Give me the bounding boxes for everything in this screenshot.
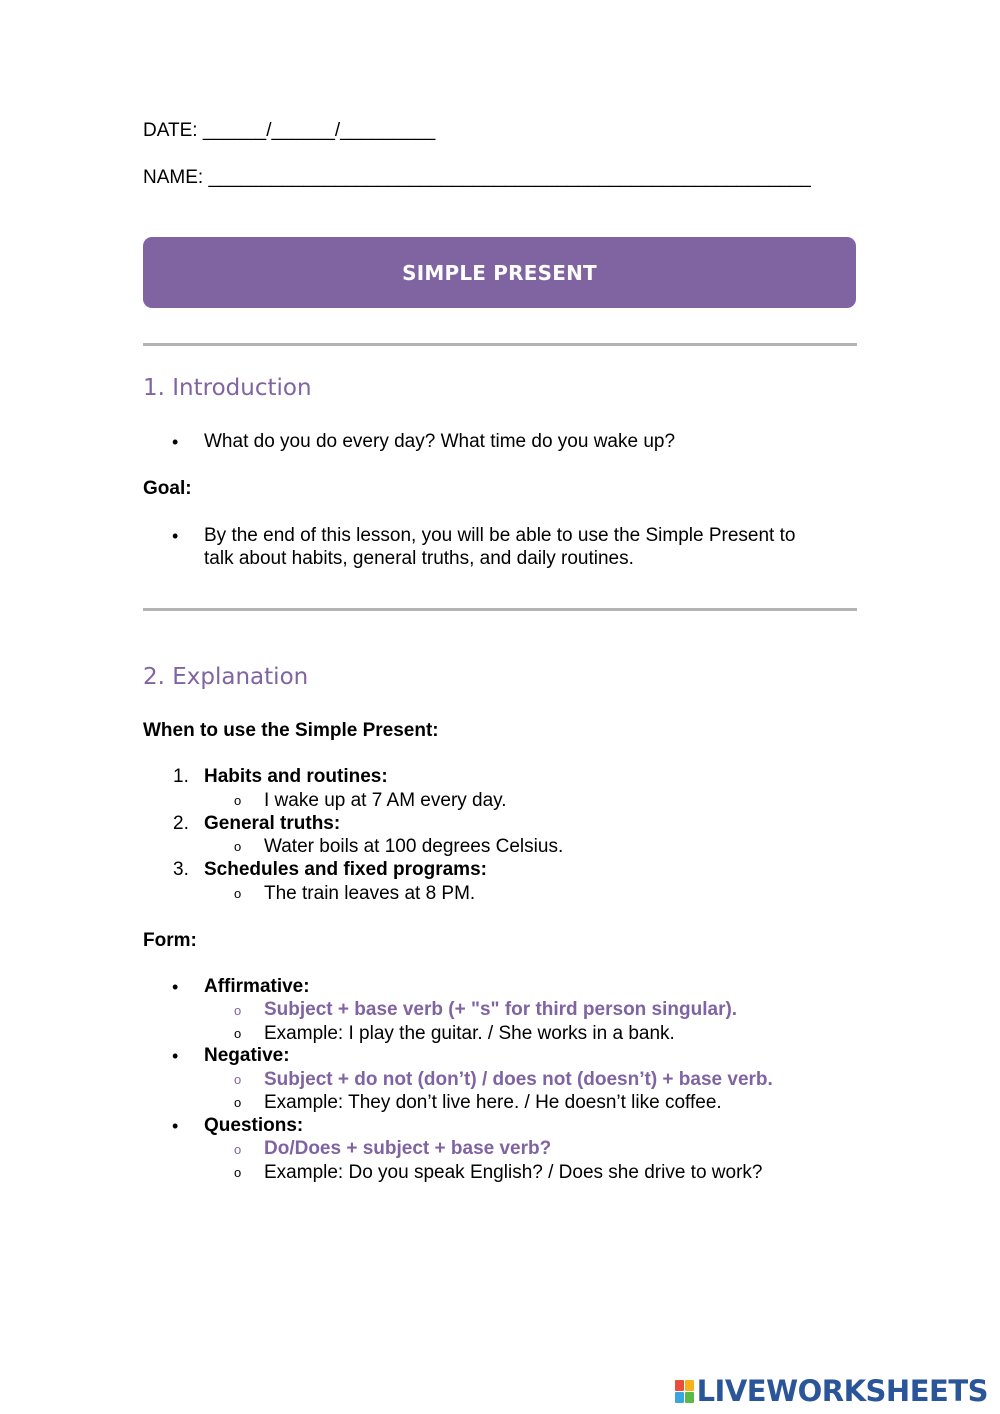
form-example: Example: I play the guitar. / She works in a bank. (264, 1023, 675, 1044)
use-example: I wake up at 7 AM every day. (264, 790, 507, 811)
circle-bullet-icon: o (234, 1003, 242, 1018)
divider (143, 608, 857, 611)
form-example: Example: They don’t live here. / He doesn’t like coffee. (264, 1092, 722, 1113)
circle-bullet-icon: o (234, 1072, 242, 1087)
logo-text: LIVEWORKSHEETS (696, 1374, 988, 1408)
goal-text-line-1: By the end of this lesson, you will be able to use the Simple Present to (204, 525, 796, 546)
bullet-icon: • (172, 977, 179, 997)
form-title: Affirmative: (204, 976, 310, 997)
bullet-icon: • (172, 432, 179, 452)
circle-bullet-icon: o (234, 1142, 242, 1157)
use-title: General truths: (204, 813, 341, 834)
liveworksheets-logo[interactable] (675, 1374, 988, 1408)
goal-text-line-2: talk about habits, general truths, and daily routines. (204, 548, 634, 569)
circle-bullet-icon: o (234, 1026, 242, 1041)
form-rule: Subject + do not (don’t) / does not (doesn’t) + base verb. (264, 1069, 773, 1090)
use-example: Water boils at 100 degrees Celsius. (264, 836, 564, 857)
title-banner (143, 237, 856, 308)
date-line: DATE: ______/______/_________ (143, 120, 436, 141)
section-heading-explanation: 2. Explanation (143, 664, 309, 690)
use-example: The train leaves at 8 PM. (264, 883, 476, 904)
circle-bullet-icon: o (234, 793, 242, 808)
bullet-icon: • (172, 526, 179, 546)
list-number: 1. (173, 766, 189, 787)
form-label: Form: (143, 930, 197, 951)
use-title: Habits and routines: (204, 766, 388, 787)
form-example: Example: Do you speak English? / Does she drive to work? (264, 1162, 763, 1183)
form-title: Negative: (204, 1045, 290, 1066)
liveworksheets-logo-icon (675, 1380, 694, 1403)
circle-bullet-icon: o (234, 1095, 242, 1110)
list-number: 2. (173, 813, 189, 834)
divider (143, 343, 857, 346)
form-title: Questions: (204, 1115, 304, 1136)
name-line: NAME: _________________________________________________________ (143, 167, 811, 188)
section-heading-introduction: 1. Introduction (143, 375, 312, 401)
circle-bullet-icon: o (234, 839, 242, 854)
form-rule: Subject + base verb (+ "s" for third person singular). (264, 999, 738, 1020)
intro-question: What do you do every day? What time do you wake up? (204, 431, 676, 452)
form-rule: Do/Does + subject + base verb? (264, 1138, 552, 1159)
bullet-icon: • (172, 1116, 179, 1136)
when-to-use-label: When to use the Simple Present: (143, 720, 439, 741)
circle-bullet-icon: o (234, 1165, 242, 1180)
circle-bullet-icon: o (234, 886, 242, 901)
goal-label: Goal: (143, 478, 192, 499)
use-title: Schedules and fixed programs: (204, 859, 487, 880)
page-title: SIMPLE PRESENT (402, 260, 597, 285)
bullet-icon: • (172, 1046, 179, 1066)
list-number: 3. (173, 859, 189, 880)
